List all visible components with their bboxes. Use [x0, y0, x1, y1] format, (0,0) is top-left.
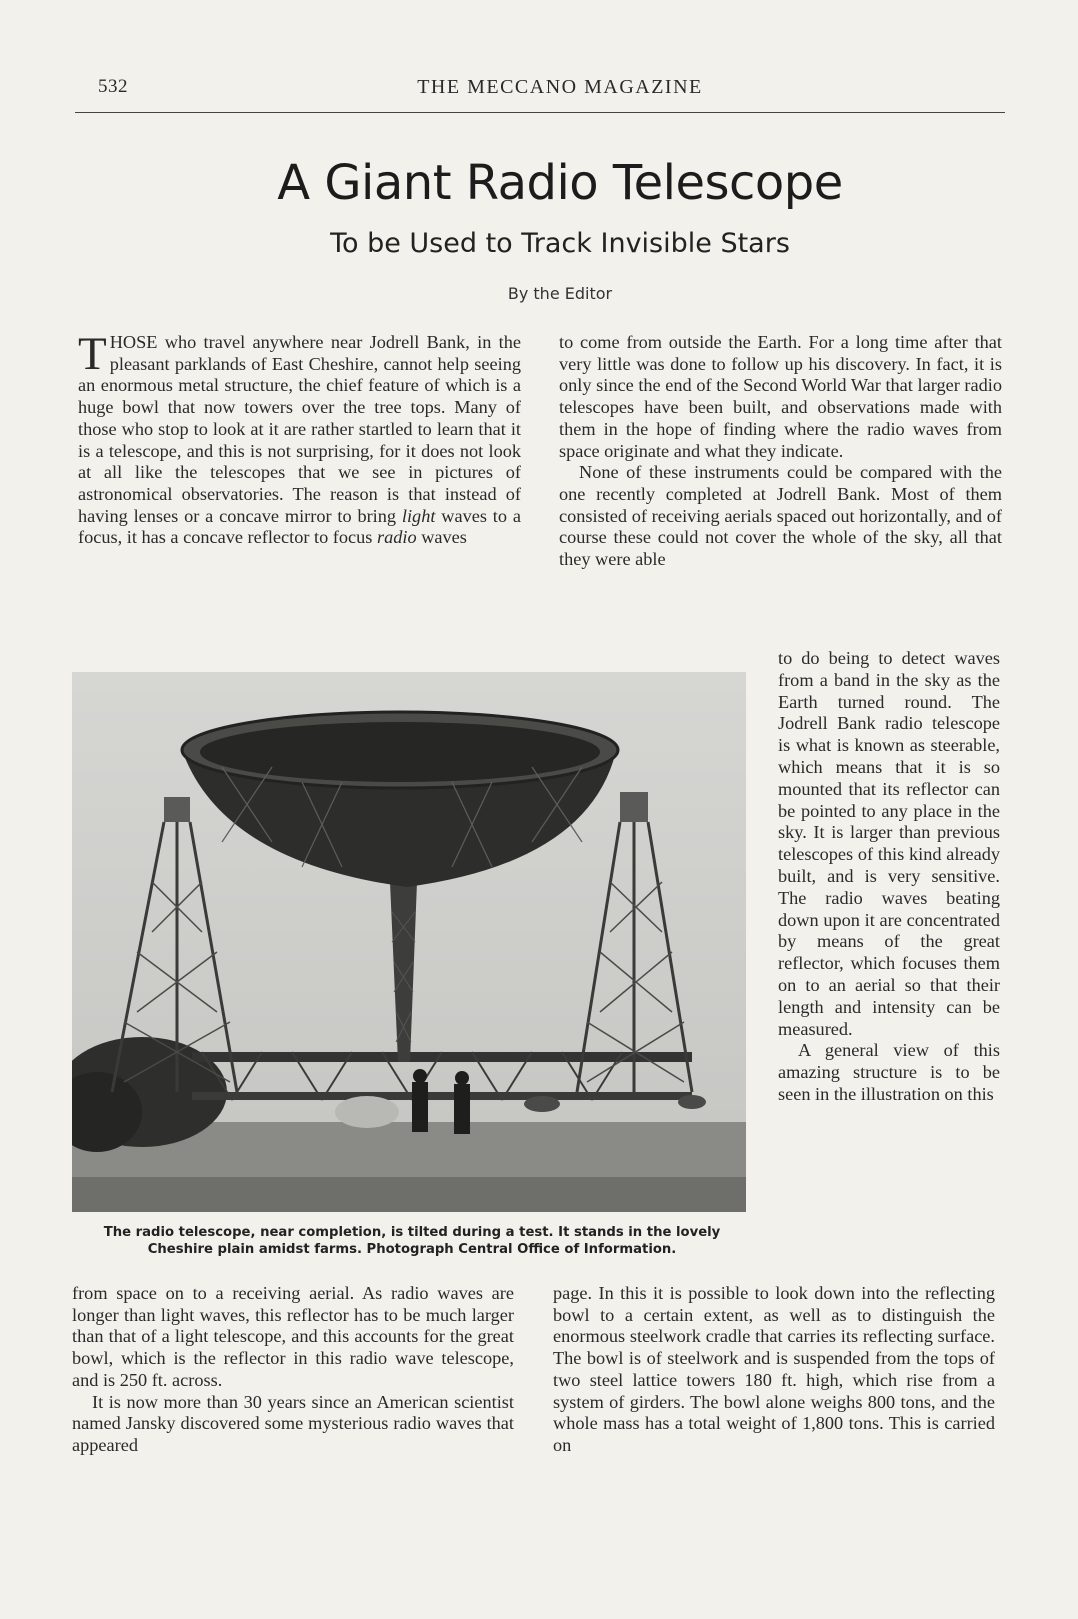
paragraph: to do being to detect waves from a band in the sky as the Earth turned round. The Jodrell Bank radio telescope is what is known as steerable, which means that it is so mounted that its reflector can be pointed to any place in the sky. It is larger than previous telescopes of this kind already built, and is very sensitive. The radio waves beating down upon it are concentrated by means of the great reflector, which focuses them on to an aerial so that their length and intensity can be measured.	[778, 648, 1000, 1039]
column-2-top	[559, 332, 1002, 571]
paragraph	[78, 328, 521, 549]
telescope-photograph	[72, 672, 746, 1212]
text-run: waves to a focus, it has a concave reflector to focus	[78, 505, 521, 548]
article-title: A Giant Radio Telescope	[277, 155, 843, 211]
column-2-bottom	[553, 1283, 995, 1457]
paragraph: It is now more than 30 years since an American scientist named Jansky discovered some mysterious radio waves that appeared	[72, 1391, 514, 1455]
column-1-top	[78, 328, 521, 549]
page-number: 532	[98, 76, 128, 97]
paragraph: None of these instruments could be compared with the one recently completed at Jodrell Bank. Most of them consisted of receiving aerials spaced out horizontally, and of course these could not cover the whole of the sky, all that they were able	[559, 462, 1002, 570]
figure-caption: The radio telescope, near completion, is tilted during a test. It stands in the lovely Cheshire plain amidst farms. Photograph Central Office of Information.	[103, 1225, 721, 1257]
text-run: HOSE who travel anywhere near Jodrell Bank, in the pleasant parklands of East Cheshire, cannot help seeing an enormous metal structure, the chief feature of which is a huge bowl that now towers over the tree tops. Many of those who stop to look at it are rather startled to learn that it is a telescope, and this is not surprising, for it does not look at all like the telescopes that we see in pictures of astronomical observatories. The reason is that instead of having lenses or a concave mirror to bring	[78, 332, 521, 526]
header-rule	[75, 112, 1005, 113]
drop-cap: T	[78, 328, 107, 380]
column-2-wrap	[778, 648, 1000, 1106]
running-head: THE MECCANO MAGAZINE	[417, 76, 703, 98]
emphasis-radio: radio	[376, 527, 417, 548]
paragraph: page. In this it is possible to look down into the reflecting bowl to a certain extent, as well as to distinguish the enormous steelwork cradle that carries its reflecting surface. The bowl is of steelwork and is suspended from the tops of two steel lattice towers 180 ft. high, which rise from a system of girders. The bowl alone weighs 800 tons, and the whole mass has a total weight of 1,800 tons. This is carried on	[553, 1283, 995, 1455]
paragraph: from space on to a receiving aerial. As radio waves are longer than light waves, this reflector has to be much larger than that of a light telescope, and this accounts for the great bowl, which is the reflector in this radio wave telescope, and is 250 ft. across.	[72, 1283, 514, 1390]
column-1-bottom	[72, 1283, 514, 1457]
paragraph: A general view of this amazing structure is to be seen in the illustration on this	[778, 1040, 1000, 1104]
emphasis-light: light	[401, 505, 436, 526]
byline: By the Editor	[507, 284, 613, 303]
text-run: waves	[421, 527, 467, 548]
article-subtitle: To be Used to Track Invisible Stars	[330, 228, 790, 259]
paragraph: to come from outside the Earth. For a long time after that very little was done to follow up his discovery. In fact, it is only since the end of the Second World War that larger radio telescopes have been built, and observations made with them in the hope of finding where the radio waves from space originate and what they indicate.	[559, 332, 1002, 461]
